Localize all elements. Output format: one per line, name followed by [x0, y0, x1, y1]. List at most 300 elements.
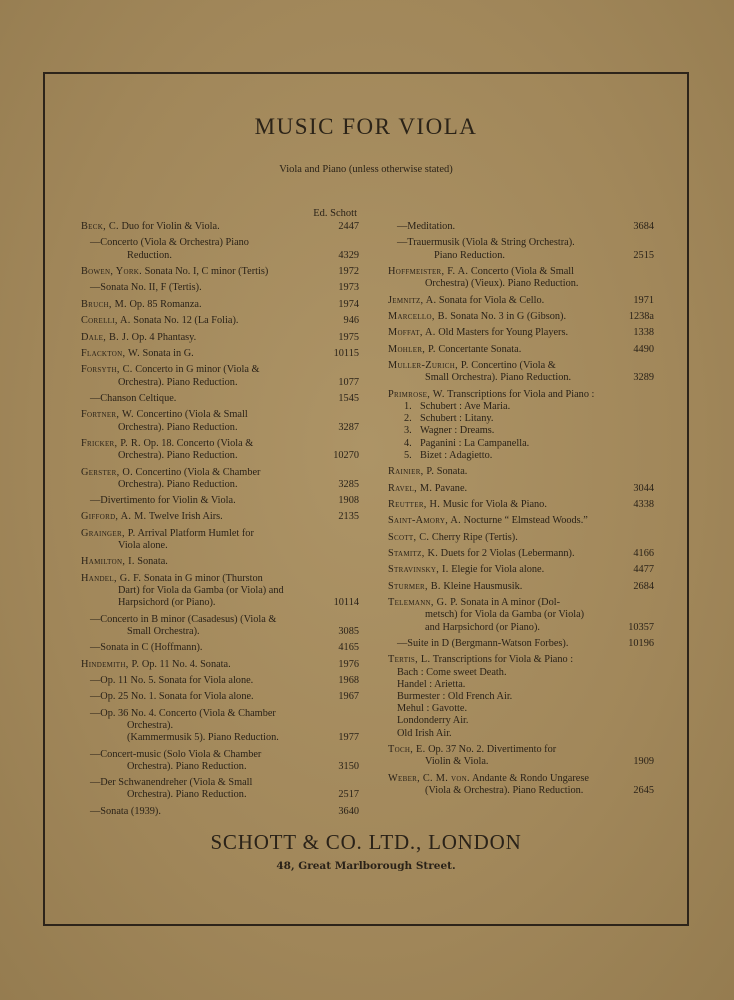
catalog-entry [81, 777, 361, 801]
catalog-entry [388, 499, 656, 511]
edition-number: 1545 [338, 392, 359, 404]
entry-first-line [388, 515, 588, 526]
work-title: Op. 18. Concerto (Viola & [143, 437, 254, 449]
entry-first-line [81, 221, 220, 232]
catalog-entry [81, 495, 361, 507]
work-title-continued: Violin & Viola. [425, 756, 489, 768]
catalog-entry [388, 483, 656, 495]
entry-first-line [388, 360, 556, 371]
catalog-entry [388, 221, 656, 233]
entry-text [81, 221, 315, 233]
entry-first-line [90, 777, 252, 788]
entry-first-line [81, 659, 231, 670]
entry-text [81, 675, 315, 687]
entry-text [388, 344, 610, 356]
work-title: Sonata in G minor (Thurston [143, 572, 263, 584]
entry-first-line [81, 332, 196, 343]
page-title: MUSIC FOR VIOLA [254, 114, 478, 139]
composer-name: Scott, C. [388, 531, 430, 543]
work-title: Sonata No. I, C minor (Tertis) [144, 265, 269, 277]
edition-number: 1971 [633, 294, 654, 306]
catalog-entry [81, 266, 361, 278]
entry-first-line [388, 499, 547, 510]
entry-first-line [81, 299, 202, 310]
entry-text [388, 466, 610, 478]
entry-first-line [388, 295, 544, 306]
entry-text [388, 654, 610, 739]
entry-first-line [397, 221, 455, 232]
entry-first-line [388, 327, 568, 338]
entry-text [81, 332, 315, 344]
edition-number: 4165 [338, 642, 359, 654]
composer-name: Fortner, W. [81, 409, 134, 421]
catalog-entry [81, 282, 361, 294]
work-title: Andante & Rondo Ungarese [471, 772, 589, 784]
entry-text [81, 364, 315, 388]
catalog-entry [81, 221, 361, 233]
catalog-entry [81, 237, 361, 261]
entry-text [388, 483, 610, 495]
entry-text [81, 806, 315, 818]
entry-first-line [81, 409, 248, 420]
work-title: —Chanson Celtique. [90, 392, 177, 404]
work-title: Transcriptions for Viola and Piano : [447, 388, 595, 400]
composer-name: Hoffmeister, F. A. [388, 265, 469, 277]
work-title-continued: Orchestra). Piano Reduction. [118, 478, 238, 490]
work-title: Sonata. [436, 466, 468, 478]
catalog-entry [388, 466, 656, 478]
entry-text [81, 237, 315, 261]
entry-first-line [90, 282, 202, 293]
entry-text [388, 773, 610, 797]
work-title: —Op. 25 No. 1. Sonata for Viola alone. [90, 691, 254, 703]
entry-text [81, 438, 315, 462]
edition-number: 1972 [338, 265, 359, 277]
work-title: Duets for 2 Violas (Lebermann). [440, 548, 575, 560]
entry-first-line [388, 773, 589, 784]
work-title: Cherry Ripe (Tertis). [431, 531, 518, 543]
catalog-entry [81, 614, 361, 638]
catalog-entry [81, 467, 361, 491]
item-title: Bizet : Adagietto. [420, 449, 493, 461]
composer-name: Hindemith, P. [81, 658, 140, 670]
composer-name: Moffat, A. [388, 327, 436, 339]
work-title: Concertino (Viola & Small [136, 409, 248, 421]
composer-name: Jemnitz, A. [388, 294, 437, 306]
entry-first-line [81, 348, 194, 359]
catalog-entry [388, 515, 656, 527]
catalog-entry [388, 773, 656, 797]
item-number: 5. [404, 449, 412, 461]
edition-number: 3285 [338, 478, 359, 490]
item-title: Schubert : Ave Maria. [420, 400, 511, 412]
work-title: —Concerto (Viola & Orchestra) Piano [90, 237, 249, 249]
edition-number: 4166 [633, 548, 654, 560]
work-title-continued: Small Orchestra). [127, 625, 200, 637]
catalog-entry [388, 744, 656, 768]
composer-name: Gerster, O. [81, 466, 133, 478]
entry-first-line [81, 511, 223, 522]
catalog-entry [81, 299, 361, 311]
catalog-entry [81, 708, 361, 745]
catalog-entry [81, 556, 361, 568]
entry-first-line [388, 483, 467, 494]
work-title: —Divertimento for Violin & Viola. [90, 495, 236, 507]
entry-first-line [90, 495, 236, 506]
composer-name: Reutter, H. [388, 498, 441, 510]
entry-text [388, 389, 610, 462]
entry-first-line [388, 311, 566, 322]
entry-text [81, 315, 315, 327]
entry-first-line [90, 642, 203, 653]
work-title-continued: Orchestra). Piano Reduction. [118, 376, 238, 388]
work-title-continued: Orchestra). Piano Reduction. [118, 421, 238, 433]
entry-first-line [81, 573, 263, 584]
edition-number: 4338 [633, 498, 654, 510]
work-title-continued: Dart) for Viola da Gamba (or Viola) and [118, 585, 284, 597]
edition-number: 1967 [338, 691, 359, 703]
catalog-entry [81, 659, 361, 671]
transcription-item: Bach : Come sweet Death. [397, 666, 507, 678]
publisher-name: SCHOTT & CO. LTD., LONDON [210, 830, 522, 854]
edition-column-header: Ed. Schott [313, 208, 357, 219]
catalog-entry [81, 675, 361, 687]
work-title-continued: Viola alone. [118, 540, 168, 552]
edition-number: 10357 [628, 621, 654, 633]
catalog-entry [81, 511, 361, 523]
edition-number: 10115 [333, 347, 359, 359]
entry-text [388, 311, 610, 323]
entry-text [81, 659, 315, 671]
catalog-entry [388, 327, 656, 339]
entry-text [81, 573, 315, 610]
composer-name: Telemann, G. P. [388, 597, 458, 609]
work-title: —Op. 36 No. 4. Concerto (Viola & Chamber [90, 707, 276, 719]
work-title-continued: Piano Reduction. [434, 249, 505, 261]
work-title: Op. 37 No. 2. Divertimento for [428, 744, 557, 756]
work-title: Op. 4 Phantasy. [131, 331, 197, 343]
entry-text [81, 266, 315, 278]
entry-text [81, 467, 315, 491]
transcription-item [388, 413, 610, 425]
edition-number: 1973 [338, 282, 359, 294]
entry-first-line [388, 581, 522, 592]
composer-name: Handel, G. F. [81, 572, 142, 584]
catalog-entry [81, 393, 361, 405]
entry-first-line [388, 389, 594, 400]
item-number: 1. [404, 400, 412, 412]
entry-first-line [81, 438, 253, 449]
work-title: Kleine Hausmusik. [443, 580, 523, 592]
work-title-continued: Harpsichord (or Piano). [118, 597, 216, 609]
entry-text [388, 295, 610, 307]
catalog-list-right [388, 221, 656, 797]
entry-first-line [397, 638, 568, 649]
edition-number: 2515 [633, 249, 654, 261]
entry-first-line [388, 466, 467, 477]
work-title: —Sonata (1939). [90, 805, 161, 817]
composer-name: Flackton, W. [81, 347, 140, 359]
entry-text [388, 638, 610, 650]
entry-first-line [388, 564, 544, 575]
edition-number: 1077 [338, 376, 359, 388]
entry-text [81, 511, 315, 523]
entry-text [388, 327, 610, 339]
edition-number: 4329 [338, 249, 359, 261]
edition-number: 10270 [333, 450, 359, 462]
entry-text [81, 348, 315, 360]
composer-name: Sturmer, B. [388, 580, 441, 592]
work-title: —Concert-music (Solo Viola & Chamber [90, 748, 262, 760]
entry-text [81, 749, 315, 773]
transcription-item: Handel : Arietta. [397, 678, 466, 690]
catalog-entry [81, 409, 361, 433]
work-title: Op. 85 Romanza. [129, 298, 202, 310]
page-frame [43, 72, 689, 926]
entry-text [81, 495, 315, 507]
work-title-continued: (Kammermusik 5). Piano Reduction. [127, 732, 279, 744]
work-title-continued: Orchestra) (Vieux). Piano Reduction. [425, 278, 579, 290]
work-title-continued: Reduction. [127, 249, 172, 261]
edition-number: 3044 [633, 482, 654, 494]
edition-column-header-spacer [388, 208, 656, 221]
edition-number: 2645 [633, 784, 654, 796]
entry-text [388, 237, 610, 261]
work-title: Concerto (Viola & Small [470, 265, 575, 277]
entry-first-line [90, 749, 261, 760]
edition-number: 1968 [338, 675, 359, 687]
work-title-continued: Orchestra). [127, 720, 174, 732]
work-title: Sonata in A minor (Dol- [460, 597, 561, 609]
catalog-entry [81, 642, 361, 654]
entry-first-line [90, 614, 276, 625]
catalog-entry [81, 528, 361, 552]
catalog-entry [81, 691, 361, 703]
entry-text [81, 282, 315, 294]
entry-text [388, 744, 610, 768]
work-title: Concertino (Viola & Chamber [135, 466, 261, 478]
transcription-item [388, 425, 610, 437]
entry-text [388, 597, 610, 634]
catalog-entry [388, 548, 656, 560]
composer-name: Fricker, P. R. [81, 437, 141, 449]
catalog-entry [81, 438, 361, 462]
entry-first-line [90, 393, 176, 404]
composer-name: Tertis, L. [388, 654, 431, 666]
work-title: Arrival Platform Humlet for [137, 527, 254, 539]
edition-number: 4490 [633, 343, 654, 355]
edition-number: 4477 [633, 564, 654, 576]
catalog-entry [81, 806, 361, 818]
catalog-entry [388, 581, 656, 593]
work-title: Nocturne “ Elmstead Woods.” [463, 515, 588, 527]
composer-name: Beck, C. [81, 221, 119, 232]
transcription-item: Londonderry Air. [397, 715, 469, 727]
entry-text [81, 777, 315, 801]
work-title: —Meditation. [397, 221, 456, 232]
catalog-entry [81, 364, 361, 388]
work-title-continued: Small Orchestra). Piano Reduction. [425, 372, 572, 384]
edition-number: 1977 [338, 732, 359, 744]
entry-first-line [81, 266, 268, 277]
entry-text [81, 409, 315, 433]
edition-number: 1909 [633, 756, 654, 768]
composer-name: Corelli, A. [81, 315, 131, 327]
work-title: Music for Viola & Piano. [442, 498, 547, 510]
item-title: Paganini : La Campanella. [420, 437, 530, 449]
work-title: Transcriptions for Viola & Piano : [432, 654, 574, 666]
entry-text [81, 528, 315, 552]
work-title: Concertante Sonata. [438, 343, 522, 355]
entry-first-line [397, 237, 575, 248]
composer-name: Marcello, B. [388, 310, 448, 322]
work-title: Sonata. [137, 556, 168, 568]
work-title: Sonata in G. [142, 347, 194, 359]
entry-text [388, 360, 610, 384]
catalog-entry [81, 348, 361, 360]
edition-number: 10114 [333, 597, 359, 609]
composer-name: Grainger, P. [81, 527, 136, 539]
catalog-entry [388, 360, 656, 384]
edition-number: 3150 [338, 760, 359, 772]
catalog-entry [388, 389, 656, 462]
work-title: Concertino (Viola & [471, 360, 556, 372]
catalog-entry [81, 749, 361, 773]
entry-first-line [388, 654, 573, 665]
composer-name: Primrose, W. [388, 388, 445, 400]
entry-text [388, 515, 610, 527]
work-title: —Sonata in C (Hoffmann). [90, 642, 203, 654]
edition-number: 10196 [628, 638, 654, 650]
catalog-column-right [388, 208, 656, 801]
work-title: —Sonata No. II, F (Tertis). [90, 282, 202, 294]
entry-first-line [90, 691, 254, 702]
edition-number: 1974 [338, 298, 359, 310]
work-title-continued: Orchestra). Piano Reduction. [127, 789, 247, 801]
entry-first-line [81, 556, 168, 567]
entry-first-line [90, 708, 276, 719]
item-number: 3. [404, 425, 412, 437]
composer-name: Toch, E. [388, 744, 426, 756]
work-title: —Suite in D (Bergmann-Watson Forbes). [397, 638, 569, 650]
item-number: 4. [404, 437, 412, 449]
catalog-column-left [81, 208, 361, 822]
transcription-item: Mehul : Gavotte. [397, 703, 468, 715]
entry-text [388, 532, 610, 544]
entry-text [388, 548, 610, 560]
composer-name: Forsyth, C. [81, 364, 133, 376]
edition-number: 3085 [338, 625, 359, 637]
entry-first-line [388, 532, 518, 543]
catalog-entry [388, 532, 656, 544]
edition-number: 1976 [338, 658, 359, 670]
catalog-entry [388, 344, 656, 356]
work-title-continued: Orchestra). Piano Reduction. [127, 760, 247, 772]
page-subtitle: Viola and Piano (unless otherwise stated) [279, 164, 453, 175]
transcription-item [388, 438, 610, 450]
entry-first-line [90, 806, 161, 817]
composer-name: Stravinsky, I. [388, 564, 449, 576]
entry-text [81, 299, 315, 311]
entry-text [81, 642, 315, 654]
catalog-entry [388, 564, 656, 576]
work-title: —Concerto in B minor (Casadesus) (Viola & [90, 613, 277, 625]
work-title: Elegie for Viola alone. [451, 564, 545, 576]
entry-text [388, 499, 610, 511]
composer-name: Saint-Amory, A. [388, 515, 462, 527]
composer-name: Hamilton, I. [81, 556, 135, 568]
catalog-entry [81, 315, 361, 327]
entry-text [388, 266, 610, 290]
transcription-item: Burmester : Old French Air. [397, 691, 513, 703]
entry-text [81, 393, 315, 405]
work-title-continued: Orchestra). Piano Reduction. [118, 450, 238, 462]
composer-name: Mohler, P. [388, 343, 436, 355]
entry-text [388, 581, 610, 593]
edition-number: 2684 [633, 580, 654, 592]
item-number: 2. [404, 413, 412, 425]
entry-first-line [90, 237, 249, 248]
item-title: Wagner : Dreams. [420, 425, 495, 437]
work-title: Sonata No. 12 (La Folia). [133, 315, 239, 327]
composer-name: Weber, C. M. von. [388, 772, 470, 784]
entry-first-line [388, 597, 560, 608]
entry-text [388, 221, 610, 233]
edition-number: 1908 [338, 495, 359, 507]
composer-name: Gifford, A. M. [81, 511, 147, 523]
edition-number: 1975 [338, 331, 359, 343]
edition-number: 2447 [338, 221, 359, 232]
entry-text [81, 556, 315, 568]
entry-text [388, 564, 610, 576]
composer-name: Muller-Zurich, P. [388, 360, 469, 372]
composer-name: Ravel, M. [388, 482, 433, 494]
work-title: Concerto in G minor (Viola & [135, 364, 260, 376]
work-title: Duo for Violin & Viola. [121, 221, 220, 232]
entry-first-line [81, 528, 254, 539]
edition-number: 3287 [338, 421, 359, 433]
work-title: Sonata No. 3 in G (Gibson). [450, 310, 567, 322]
work-title: Twelve Irish Airs. [148, 511, 223, 523]
entry-first-line [81, 315, 238, 326]
work-title: Pavane. [434, 482, 468, 494]
entry-text [81, 691, 315, 703]
entry-first-line [388, 744, 556, 755]
entry-text [81, 708, 315, 745]
catalog-entry [388, 597, 656, 634]
transcription-item: Old Irish Air. [397, 727, 452, 739]
publisher-address: 48, Great Marlborough Street. [276, 860, 456, 872]
edition-number: 946 [343, 315, 359, 327]
edition-number: 2135 [338, 511, 359, 523]
work-title: Sonata for Viola & Cello. [438, 294, 545, 306]
catalog-list-left [81, 221, 361, 818]
entry-first-line [90, 675, 253, 686]
catalog-entry [388, 266, 656, 290]
edition-number: 3289 [633, 372, 654, 384]
transcription-item [388, 450, 610, 462]
work-title: —Op. 11 No. 5. Sonata for Viola alone. [90, 675, 254, 687]
composer-name: Bowen, York. [81, 265, 143, 277]
item-title: Schubert : Litany. [420, 413, 494, 425]
work-title-continued: (Viola & Orchestra). Piano Reduction. [425, 784, 584, 796]
work-title: Old Masters for Young Players. [438, 327, 569, 339]
edition-number: 1238a [628, 310, 654, 322]
work-title-continued: and Harpsichord (or Piano). [425, 621, 540, 633]
entry-text [81, 614, 315, 638]
catalog-entry [388, 654, 656, 739]
edition-number: 1338 [633, 327, 654, 339]
